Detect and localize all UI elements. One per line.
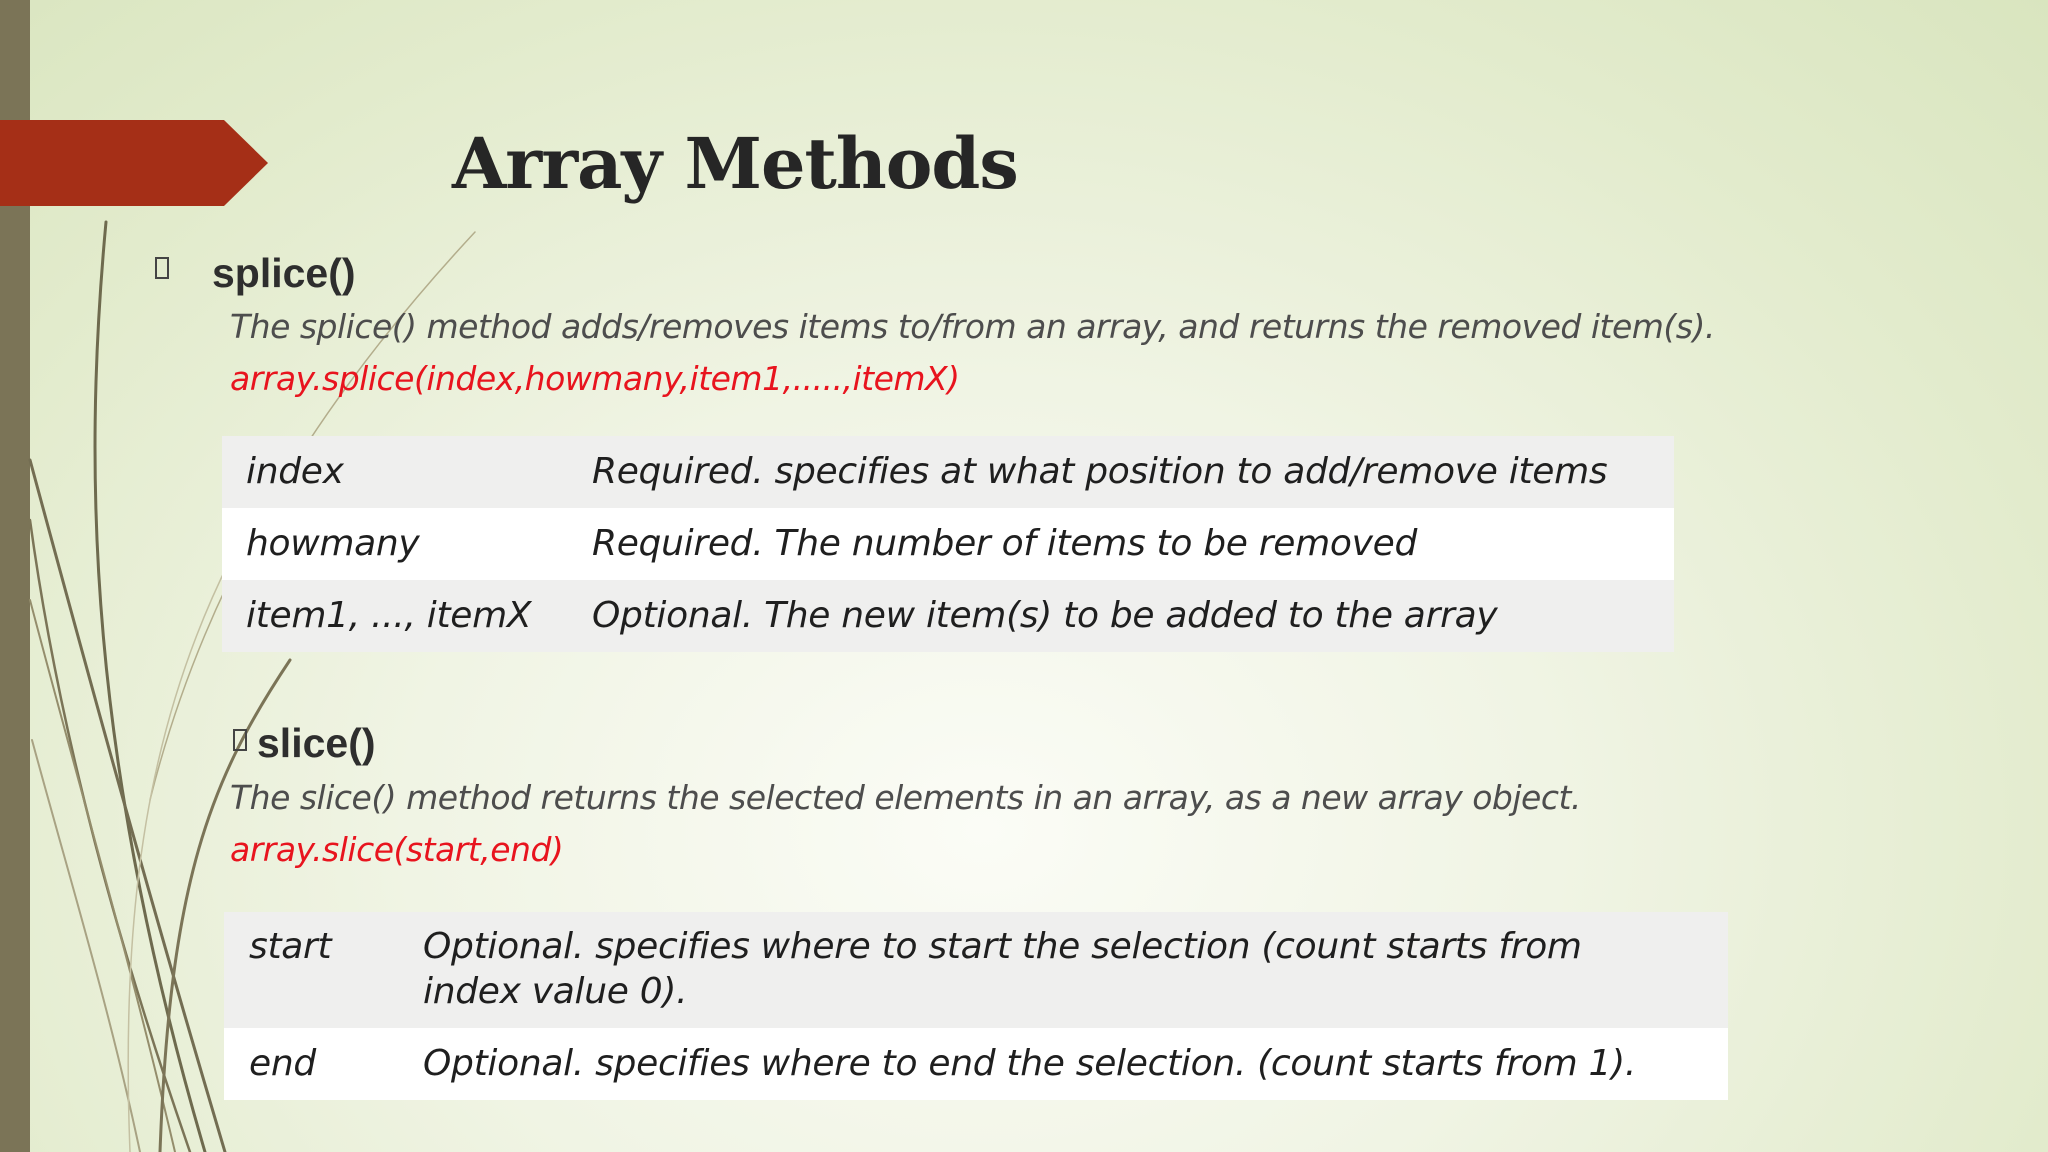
slice-heading: slice() xyxy=(257,720,376,766)
bullet-icon xyxy=(155,257,169,279)
title-arrow-shape xyxy=(0,120,268,206)
table-row xyxy=(224,1028,1728,1100)
param-description: Required. The number of items to be removed xyxy=(592,523,1418,564)
param-description: Optional. The new item(s) to be added to the array xyxy=(592,595,1498,636)
slide-title: Array Methods xyxy=(452,122,1018,205)
param-name: item1, ..., itemX xyxy=(246,595,532,636)
param-name: howmany xyxy=(246,523,420,564)
slice-description: The slice() method returns the selected elements in an array, as a new array object. xyxy=(230,778,1581,817)
slice-syntax: array.slice(start,end) xyxy=(230,830,564,869)
splice-description: The splice() method adds/removes items to/from an array, and returns the removed item(s). xyxy=(230,307,1715,346)
param-name: end xyxy=(249,1043,316,1084)
param-name: start xyxy=(249,926,332,967)
bullet-icon xyxy=(233,729,247,751)
param-description: Required. specifies at what position to add/remove items xyxy=(592,451,1608,492)
splice-params-table xyxy=(222,436,1674,652)
slice-params-table xyxy=(224,912,1728,1100)
param-description: Optional. specifies where to start the selection (count starts from index value 0). xyxy=(423,926,1582,1012)
table-row xyxy=(222,508,1674,580)
splice-heading: splice() xyxy=(212,250,356,296)
param-name: index xyxy=(246,451,344,492)
table-row xyxy=(222,436,1674,508)
param-description: Optional. specifies where to end the selection. (count starts from 1). xyxy=(423,1043,1637,1084)
splice-syntax: array.splice(index,howmany,item1,.....,itemX) xyxy=(230,359,960,398)
table-row xyxy=(222,580,1674,652)
table-row xyxy=(224,912,1728,1028)
